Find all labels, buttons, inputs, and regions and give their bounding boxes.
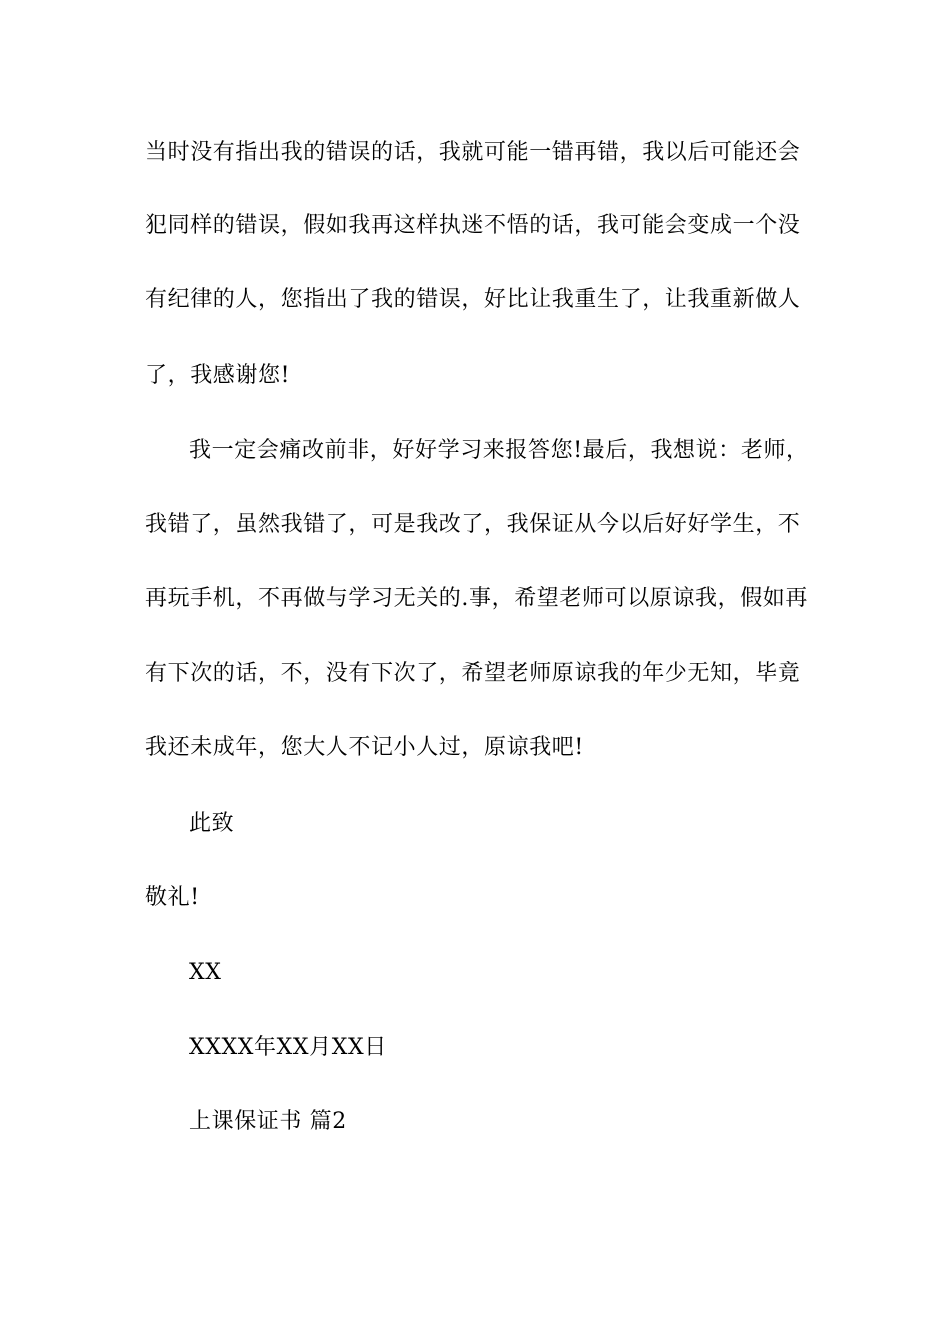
paragraph-line: 犯同样的错误，假如我再这样执迷不悟的话，我可能会变成一个没: [145, 213, 801, 238]
signature-name: XX: [189, 960, 222, 985]
paragraph-line: 有纪律的人，您指出了我的错误，好比让我重生了，让我重新做人: [145, 287, 801, 312]
paragraph-line: 再玩手机，不再做与学习无关的.事，希望老师可以原谅我，假如再: [145, 586, 808, 611]
paragraph-line: 了，我感谢您!: [145, 363, 291, 388]
closing-salutation: 此致: [189, 811, 235, 836]
paragraph-line: 我还未成年，您大人不记小人过，原谅我吧!: [145, 735, 584, 760]
paragraph-line: 有下次的话，不，没有下次了，希望老师原谅我的年少无知，毕竟: [145, 661, 801, 686]
paragraph-line: 当时没有指出我的错误的话，我就可能一错再错，我以后可能还会: [145, 140, 801, 165]
paragraph-line: 我一定会痛改前非，好好学习来报答您!最后，我想说：老师，: [189, 438, 809, 463]
signature-date: XXXX年XX月XX日: [189, 1035, 387, 1060]
section-heading: 上课保证书 篇2: [189, 1109, 347, 1134]
paragraph-line: 我错了，虽然我错了，可是我改了，我保证从今以后好好学生，不: [145, 512, 801, 537]
closing-regards: 敬礼!: [145, 885, 200, 910]
